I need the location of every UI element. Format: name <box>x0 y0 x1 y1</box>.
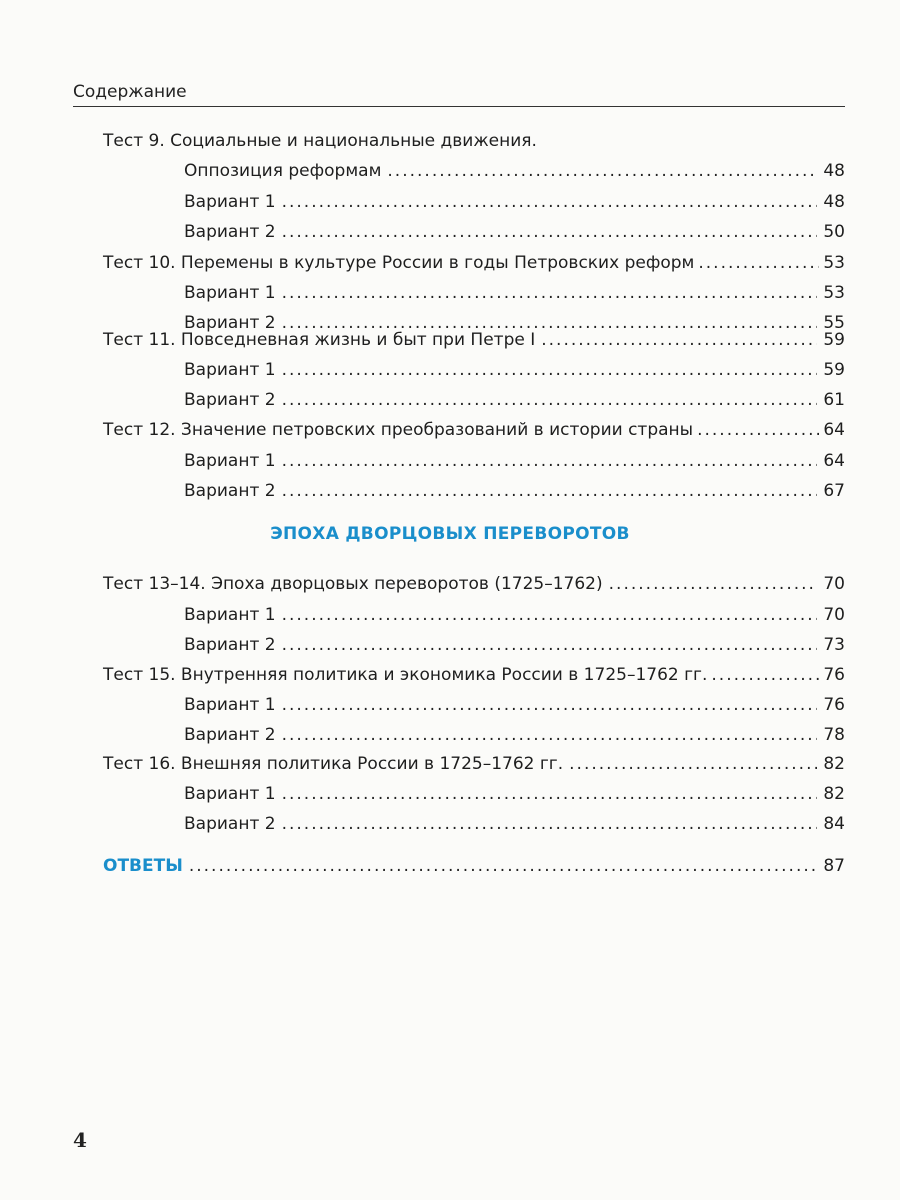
toc-entry-page: 70 <box>823 605 845 625</box>
toc-entry-page: 82 <box>823 784 845 804</box>
toc-entry-label: Вариант 2 <box>184 222 276 242</box>
toc-entry-test-9 <box>103 126 845 156</box>
toc-entry-label: Тест 13–14. Эпоха дворцовых переворотов (1725–1762) <box>103 574 603 594</box>
toc-entry-test-13-14 <box>103 569 845 599</box>
toc-entry <box>184 779 845 809</box>
toc-entry-label: Вариант 1 <box>184 192 276 212</box>
toc-entry-label: Вариант 2 <box>184 481 276 501</box>
toc-entry-label: Вариант 2 <box>184 313 276 333</box>
toc-entry-page: 59 <box>823 360 845 380</box>
toc-entry-page: 84 <box>823 814 845 834</box>
toc-entry-page: 48 <box>823 192 845 212</box>
toc-entry-test-16 <box>103 749 845 779</box>
toc-entry-page: 53 <box>823 283 845 303</box>
header-title: Содержание <box>73 82 187 102</box>
toc-entry-page: 76 <box>823 665 845 685</box>
toc-entry-label: Вариант 1 <box>184 605 276 625</box>
toc-entry <box>184 476 845 506</box>
toc-entry-test-15 <box>103 660 845 690</box>
toc-entry-page: 64 <box>823 420 845 440</box>
toc-entry-page: 76 <box>823 695 845 715</box>
toc-entry-label: ОТВЕТЫ <box>103 856 183 876</box>
toc-entry <box>184 809 845 839</box>
toc-entry <box>184 278 845 308</box>
toc-entry-label: Вариант 1 <box>184 784 276 804</box>
toc-entry-answers <box>103 851 845 881</box>
toc-entry-label: Вариант 1 <box>184 451 276 471</box>
toc-entry-test-12 <box>103 415 845 445</box>
toc-entry <box>184 187 845 217</box>
toc-entry-page: 50 <box>823 222 845 242</box>
section-heading: ЭПОХА ДВОРЦОВЫХ ПЕРЕВОРОТОВ <box>270 524 630 544</box>
toc-entry-page: 73 <box>823 635 845 655</box>
toc-entry <box>184 355 845 385</box>
toc-entry <box>184 385 845 415</box>
toc-entry <box>184 720 845 750</box>
toc-entry-label: Вариант 1 <box>184 695 276 715</box>
toc-entry-label: Вариант 1 <box>184 360 276 380</box>
toc-entry-label: Оппозиция реформам <box>184 161 382 181</box>
toc-entry-label: Вариант 2 <box>184 390 276 410</box>
toc-entry-page: 64 <box>823 451 845 471</box>
toc-entry <box>184 690 845 720</box>
toc-entry-label: Тест 10. Перемены в культуре России в годы Петровских реформ <box>103 253 695 273</box>
toc-entry-page: 78 <box>823 725 845 745</box>
toc-entry-page: 87 <box>823 856 845 876</box>
toc-entry <box>184 156 845 186</box>
toc-entry-label: Вариант 2 <box>184 635 276 655</box>
toc-entry-page: 48 <box>823 161 845 181</box>
toc-entry-label: Тест 9. Социальные и национальные движения. <box>103 131 537 151</box>
toc-entry-page: 55 <box>823 313 845 333</box>
toc-entry-label: Вариант 2 <box>184 725 276 745</box>
toc-entry <box>184 600 845 630</box>
toc-entry-label: Тест 15. Внутренняя политика и экономика России в 1725–1762 гг. <box>103 665 708 685</box>
toc-entry-page: 67 <box>823 481 845 501</box>
toc-entry-page: 59 <box>823 330 845 350</box>
toc-entry-page: 61 <box>823 390 845 410</box>
toc-entry <box>184 630 845 660</box>
toc-entry-test-11 <box>103 325 845 355</box>
toc-entry-label: Вариант 1 <box>184 283 276 303</box>
toc-entry-page: 53 <box>823 253 845 273</box>
toc-entry <box>184 446 845 476</box>
toc-entry-test-10 <box>103 248 845 278</box>
toc-entry-label: Тест 16. Внешняя политика России в 1725–1762 гг. <box>103 754 564 774</box>
toc-entry-label: Тест 12. Значение петровских преобразований в истории страны <box>103 420 694 440</box>
toc-entry-page: 70 <box>823 574 845 594</box>
toc-entry-page: 82 <box>823 754 845 774</box>
toc-entry-label: Вариант 2 <box>184 814 276 834</box>
page-number: 4 <box>73 1128 87 1152</box>
toc-entry <box>184 217 845 247</box>
toc-entry-label: Тест 11. Повседневная жизнь и быт при Петре I <box>103 330 536 350</box>
